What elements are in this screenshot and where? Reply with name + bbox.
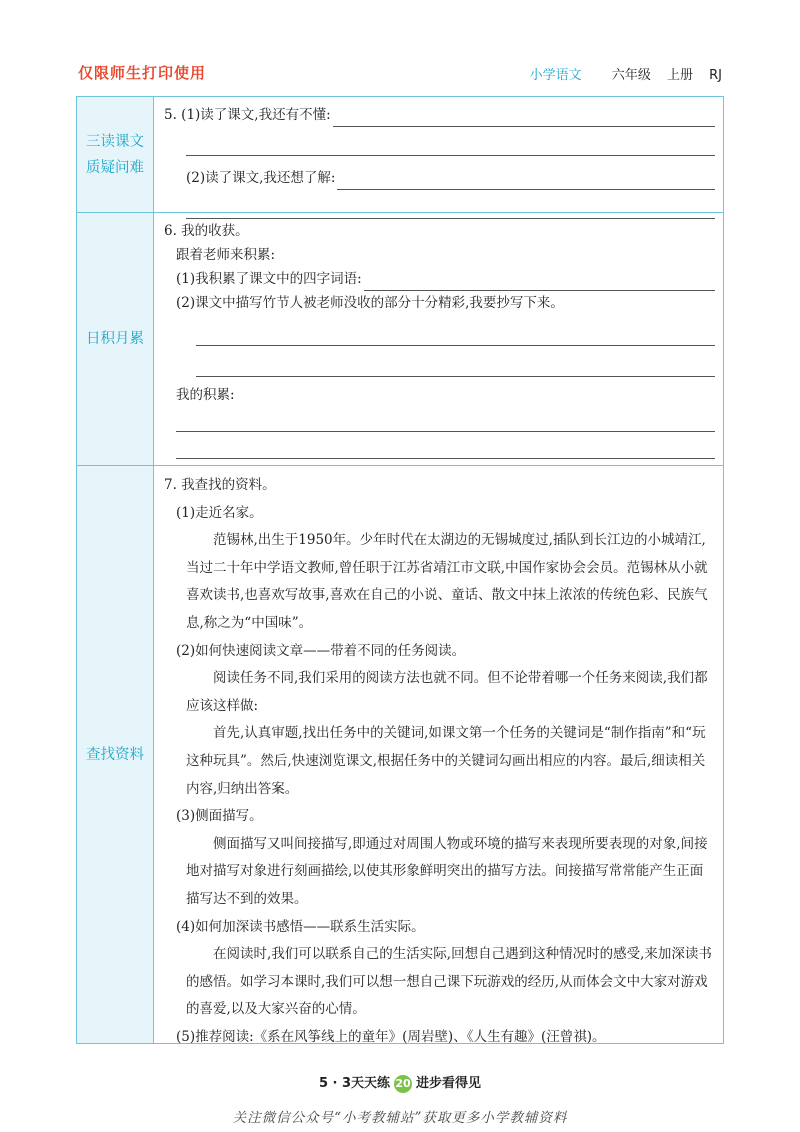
- term-label: 上册: [666, 68, 693, 83]
- section-label-line1: 三读课文: [86, 133, 144, 150]
- answer-line[interactable]: [176, 438, 715, 459]
- question-6b: (2)课文中描写竹节人被老师没收的部分十分精彩,我要抄写下来。: [176, 295, 564, 311]
- section-content: [154, 466, 723, 1043]
- slogan: 进步看得见: [416, 1076, 482, 1091]
- topic-text: 范锡林,出生于1950年。少年时代在太湖边的无锡城度过,插队到长江边的小城靖江,当过二十年中学语文教师,曾任职于江苏省靖江市文联,中国作家协会会员。范锡林从小就喜欢读书,也喜欢写故事,喜欢在自己的小说、童话、散文中抹上浓浓的传统色彩、民族气息,称之为“中国味”。: [186, 532, 708, 631]
- answer-line[interactable]: [196, 325, 715, 346]
- answer-line[interactable]: [337, 171, 715, 190]
- topic-text: 首先,认真审题,找出任务中的关键词,如课文第一个任务的关键词是“制作指南”和“玩这种玩具”。然后,快速浏览课文,根据任务中的关键词勾画出相应的内容。最后,细读相关内容,归纳出答案。: [186, 725, 706, 797]
- print-notice: 仅限师生打印使用: [78, 64, 207, 82]
- section-label: 查找资料: [77, 466, 154, 1043]
- page-footer: [0, 1072, 800, 1093]
- answer-line[interactable]: [333, 108, 715, 127]
- section-label: 日积月累: [77, 213, 154, 465]
- topic-title: (2)如何快速阅读文章——带着不同的任务阅读。: [176, 642, 466, 659]
- topic-text: 阅读任务不同,我们采用的阅读方法也就不同。但不论带着哪一个任务来阅读,我们都应该这样做:: [186, 670, 708, 714]
- subject-label: 小学语文: [529, 68, 582, 83]
- section-research: [77, 465, 723, 1043]
- question-6: 6. 我的收获。: [164, 223, 249, 239]
- worksheet-table: [76, 96, 724, 1044]
- section-label-line2: 质疑问难: [86, 159, 144, 176]
- topic-title: (1)走近名家。: [176, 504, 263, 521]
- topic-text: 侧面描写又叫间接描写,即通过对周围人物或环境的描写来表现所要表现的对象,间接地对描写对象进行刻画描绘,以使其形象鲜明突出的描写方法。间接描写常常能产生正面描写达不到的效果。: [186, 835, 708, 907]
- question-5a: 5. (1)读了课文,我还有不懂:: [164, 107, 331, 123]
- question-5b: (2)读了课文,我还想了解:: [186, 170, 336, 186]
- topic-text: 在阅读时,我们可以联系自己的生活实际,回想自己遇到这种情况时的感受,来加深读书的感悟。如学习本课时,我们可以想一想自己课下玩游戏的经历,从而体会文中大家对游戏的喜爱,以及大家兴奋的心情。: [186, 946, 712, 1018]
- edition-label: RJ: [709, 68, 722, 83]
- page-header: [78, 62, 722, 88]
- page-number-badge: 20: [394, 1075, 412, 1093]
- grade-label: 六年级: [611, 68, 651, 83]
- answer-line[interactable]: [186, 135, 715, 156]
- answer-line[interactable]: [196, 356, 715, 377]
- section-content: [154, 213, 723, 465]
- recommended-reading: (5)推荐阅读:《系在风筝线上的童年》(周岩壁)、《人生有趣》(汪曾祺)。: [176, 1028, 606, 1045]
- answer-line[interactable]: [176, 411, 715, 432]
- section-content: [154, 97, 723, 212]
- answer-line[interactable]: [364, 272, 715, 291]
- question-6a: (1)我积累了课文中的四字词语:: [176, 271, 362, 287]
- section-accumulation: [77, 212, 723, 465]
- topic-title: (3)侧面描写。: [176, 808, 263, 825]
- section-label: [77, 97, 154, 212]
- series-name: 5 · 3天天练: [318, 1076, 391, 1091]
- topic-title: (4)如何加深读书感悟——联系生活实际。: [176, 918, 425, 935]
- watermark-note: 关注微信公众号“小考教辅站”获取更多小学教辅资料: [232, 1110, 568, 1126]
- my-accumulation-label: 我的积累:: [176, 387, 235, 403]
- section-question-reading: [77, 97, 723, 212]
- question-7: 7. 我查找的资料。: [164, 477, 276, 493]
- follow-teacher-text: 跟着老师来积累:: [176, 247, 276, 263]
- book-info: [530, 64, 722, 83]
